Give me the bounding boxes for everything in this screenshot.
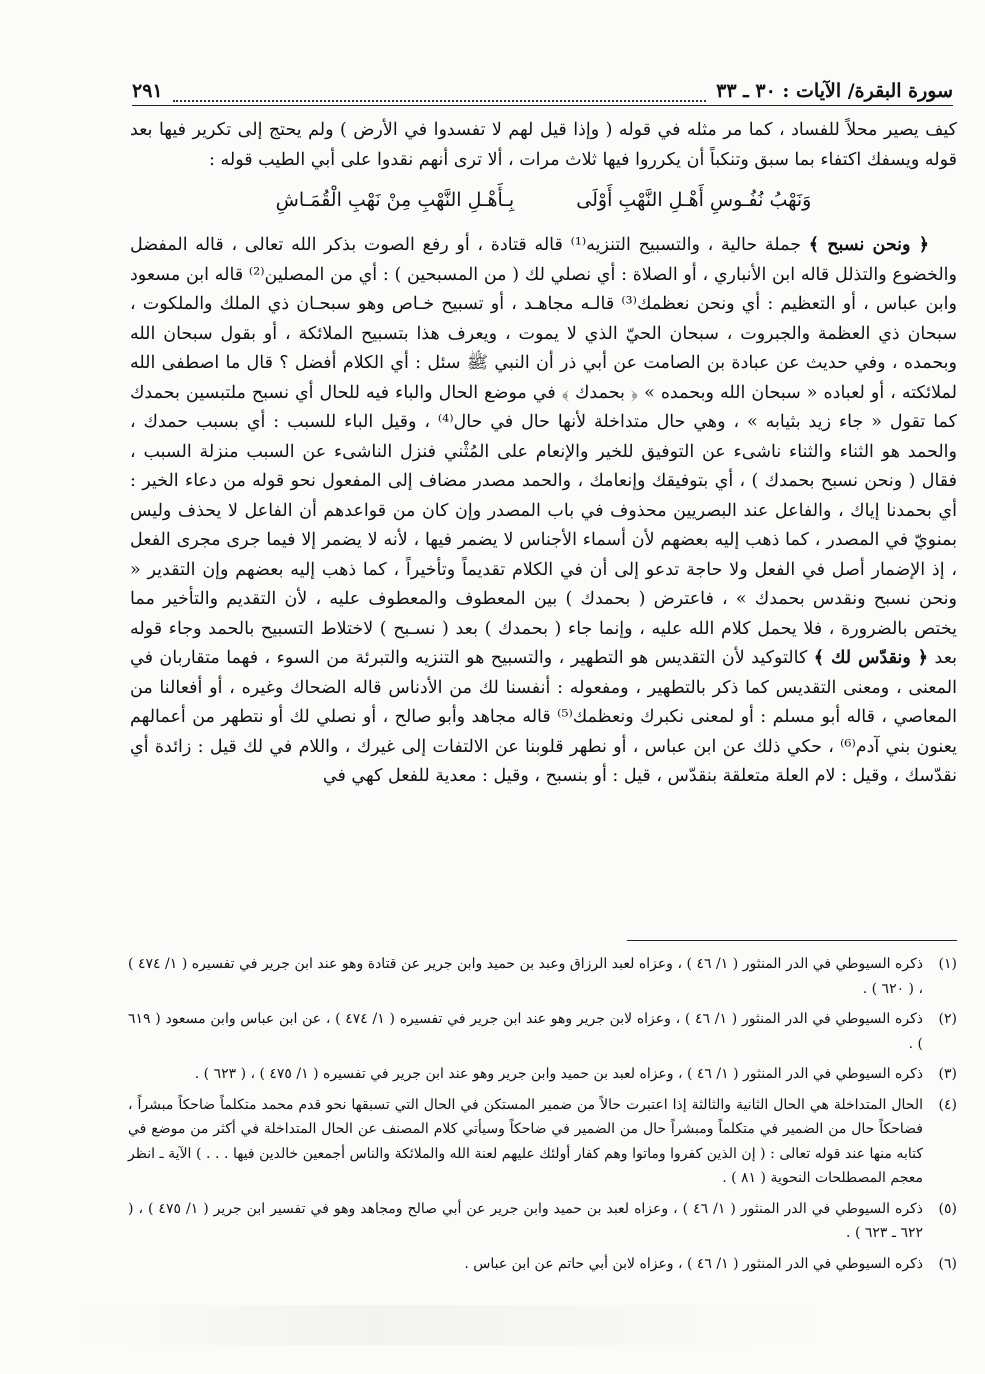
quran-quote-2: ﴿ ونقدّس لك ﴾ xyxy=(813,648,929,668)
footnote-number: (٥) xyxy=(938,1200,957,1217)
footnote xyxy=(128,1062,957,1087)
header-dot-leader xyxy=(173,88,707,102)
commentary-text: جملة حالية ، والتسبيح التنزيه⁽¹⁾ قاله قتادة ، أو رفع الصوت بذكر الله تعالى ، قاله المفضل والخضوع والتذلل قاله ابن الأنباري ، أو الصلاة : أي نصلي لك ( من المسبحين ) : أي من المصلين⁽²⁾ قاله ابن مسعود وابن عباس ، أو التعظيم : أي ونحن نعظمك⁽³⁾ قالـه مجاهـد ، أو تسبيح خـاص وهو سبحـان ذي الملك والملكوت ، سبحان ذي العظمة والجبروت ، سبحان الحيّ الذي لا يموت ، ويعرف هذا بتسبيح الملائكة ، أو بقول سبحان الله وبحمده ، وفي حديث عن عبادة بن الصامت عن أبي ذر أن النبي ﷺ سئل : أي الكلام أفضل ؟ قال ما اصطفى الله لملائكته ، أو لعباده « سبحان الله وبحمده » ﴿ بحمدك ﴾ في موضع الحال والباء فيه للحال أي نسبح ملتبسين بحمدك كما تقول « جاء زيد بثيابه » ، وهي حال متداخلة لأنها حال في حال⁽⁴⁾ ، وقيل الباء للسبب : أي بسبب حمدك ، والحمد هو الثناء والثناء ناشىء عن التوفيق للخير والإنعام على المُثْني فنزل الناشىء عن السبب منزلة السبب ، فقال ( ونحن نسبح بحمدك ) ، أي بتوفيقك وإنعامك ، والحمد مصدر مضاف إلى المفعول نحو قوله من دعاء الخير : أي بحمدنا إياك ، والفاعل عند البصريين محذوف في باب المصدر وإن كان من قواعدهم أن الفاعل لا يحذف وليس بمنويّ في المصدر ، كما ذهب إليه بعضهم لأن أسماء الأجناس لا يضمر فيها ، لأنه لا يضمر إلا فيما جرى مجرى الفعل ، إذ الإضمار أصل في الفعل ولا حاجة تدعو إلى أن في الكلام تقديماً وتأخيراً ، كما ذهب إليه بعضهم وإن التقدير « ونحن نسبح ونقدس بحمدك » ، فاعترض ( بحمدك ) بين المعطوف والمعطوف عليه ، لأن التقديم والتأخير مما يختص بالضرورة ، فلا يحمل كلام الله عليه ، وإنما جاء ( بحمدك ) بعد ( نسـبح ) لاختلاط التسبيح بالحمد وجاء قوله بعد xyxy=(130,235,958,668)
footnote-text: ذكره السيوطي في الدر المنثور ( ١/ ٤٦ ) ، وعزاه لعبد بن حميد وابن جرير عن أبي صالح ومجاهد وهو في تفسير ابن جرير ( ١/ ٤٧٥ ) ، ( ٦٢٢ ـ ٦٢٣ ) . xyxy=(128,1200,923,1241)
footnote-number: (٣) xyxy=(938,1066,957,1082)
footnote-text: ذكره السيوطي في الدر المنثور ( ١/ ٤٦ ) ، وعزاه لعبد الرزاق وعبد بن حميد وابن جرير عن قتادة وهو عند ابن جرير في تفسيره ( ١/ ٤٧٤ ) ، ( ٦٢٠ ) . xyxy=(128,956,923,997)
scan-artifact xyxy=(60,1305,845,1345)
footnote-text: الحال المتداخلة هي الحال الثانية والثالثة إذا اعتبرت حالاً من ضمير المستكن في الحال التي تسبقها نحو قدم محمد متكلماً ضاحكاً مبشراً ، فضاحكاً حال من الضمير في متكلماً ومبشراً حال من الضمير في ضاحكاً وسيأتي كلام المصنف عن الحال المتداخلة في أكثر من موضع في كتابه منها عند قوله تعالى : ( إن الذين كفروا وماتوا وهم كفار أولئك عليهم لعنة الله والملائكة والناس أجمعين خالدين فيها . . . ) الآية ـ انظر معجم المصطلحات النحوية ( ٨١ ) . xyxy=(128,1096,923,1186)
footnote-text: ذكره السيوطي في الدر المنثور ( ١/ ٤٦ ) ، وعزاه لعبد بن حميد وابن جرير وهو عند ابن جرير في تفسيره ( ١/ ٤٧٥ ) ، ( ٦٢٣ ) . xyxy=(194,1066,923,1082)
quran-quote: ﴿ ونحن نسبح ﴾ xyxy=(808,235,929,255)
footnote xyxy=(128,952,957,1001)
verse-hemistich-1: وَنَهْبُ نُفُـوسِ أَهْـلِ النَّهْبِ أَوْلَى xyxy=(576,189,812,211)
commentary-paragraph xyxy=(130,231,957,792)
footnote xyxy=(128,1197,957,1246)
footnote-text: ذكره السيوطي في الدر المنثور ( ١/ ٤٦ ) ، وعزاه لابن أبي حاتم عن ابن عباس . xyxy=(464,1255,923,1272)
header-title: سورة البقرة/ الآيات : ٣٠ ـ ٣٣ xyxy=(716,80,953,102)
verse-hemistich-2: بِـأَهْـلِ النَّهْبِ مِنْ نَهْبِ الْقُمَـاشِ xyxy=(275,189,515,211)
page-number: ٢٩١ xyxy=(132,80,163,102)
footnote-number: (٦) xyxy=(938,1255,957,1272)
commentary-text-2: كالتوكيد لأن التقديس هو التطهير ، والتسبيح هو التنزيه والتبرئة من السوء ، فهما متقاربان في المعنى ، ومعنى التقديس كما ذكر بالتطهير ، ومفعوله : أنفسنا لك من الأدناس قاله الضحاك وغيره ، أو أفعالنا من المعاصي ، قاله أبو مسلم : أو لمعنى نكبرك ونعظمك⁽⁵⁾ قاله مجاهد وأبو صالح ، أو نصلي لك أو نتطهر من أعمالهم يعنون بني آدم⁽⁶⁾ ، حكي ذلك عن ابن عباس ، أو نطهر قلوبنا عن الالتفات إلى غيرك ، واللام في لك قيل : زائدة أي نقدّسك ، وقيل : لام العلة متعلقة بنقدّس ، قيل : أو بنسبح ، وقيل : معدية للفعل كهي في xyxy=(130,648,957,786)
footnote-separator xyxy=(627,940,957,941)
footnotes xyxy=(128,952,957,1282)
footnote-number: (١) xyxy=(938,956,957,972)
footnote-number: (٢) xyxy=(938,1011,957,1027)
footnote-number: (٤) xyxy=(938,1096,957,1113)
intro-paragraph: كيف يصير محلاً للفساد ، كما مر مثله في قوله ( وإذا قيل لهم لا تفسدوا في الأرض ) ولم يحتج إلى تكرير فيها بعد قوله ويسفك اكتفاء بما سبق وتنكباً أن يكرروا فيها ثلاث مرات ، ألا ترى أنهم نقدوا على أبي الطيب قوله : xyxy=(130,120,957,170)
footnote xyxy=(128,1007,957,1056)
footnote-text: ذكره السيوطي في الدر المنثور ( ١/ ٤٦ ) ، وعزاه لابن جرير وهو عند ابن جرير في تفسيره ( ١/ ٤٧٤ ) ، عن ابن عباس وابن مسعود ( ٦١٩ ) . xyxy=(128,1011,923,1052)
main-text xyxy=(130,116,957,792)
footnote xyxy=(128,1093,957,1191)
footnote xyxy=(128,1252,957,1277)
running-header xyxy=(132,68,953,106)
poetry-verse xyxy=(130,183,957,217)
